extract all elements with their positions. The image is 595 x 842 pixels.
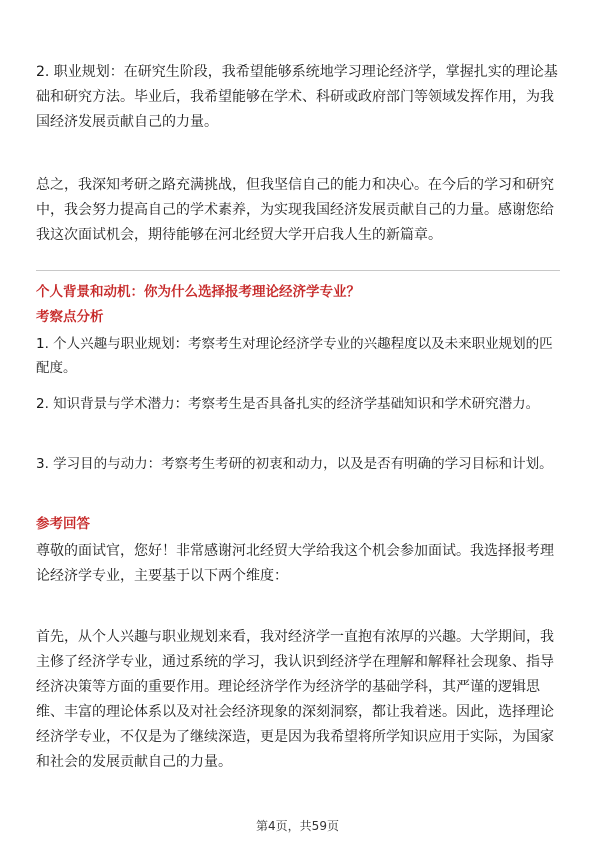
section-divider xyxy=(36,270,560,271)
analysis-item-2: 2. 知识背景与学术潜力：考察考生是否具备扎实的经济学基础知识和学术研究潜力。 xyxy=(36,396,540,412)
summary-paragraph: 总之，我深知考研之路充满挑战，但我坚信自己的能力和决心。在今后的学习和研究中，我会努力提高自己的学术素养，为实现我国经济发展贡献自己的力量。感谢您给我这次面试机会，期待能够在河北经贸大学开启我人生的新篇章。 xyxy=(36,177,554,243)
career-plan-paragraph: 2. 职业规划：在研究生阶段，我希望能够系统地学习理论经济学，掌握扎实的理论基础和研究方法。毕业后，我希望能够在学术、科研或政府部门等领域发挥作用，为我国经济发展贡献自己的力量。 xyxy=(36,64,558,130)
analysis-item-1: 1. 个人兴趣与职业规划：考察考生对理论经济学专业的兴趣程度以及未来职业规划的匹配度。 xyxy=(36,336,553,376)
answer-paragraph-2: 首先，从个人兴趣与职业规划来看，我对经济学一直抱有浓厚的兴趣。大学期间，我主修了经济学专业，通过系统的学习，我认识到经济学在理解和解释社会现象、指导经济决策等方面的重要作用。理论经济学作为经济学的基础学科，其严谨的逻辑思维、丰富的理论体系以及对社会经济现象的深刻洞察，都让我着迷。因此，选择理论经济学专业，不仅是为了继续深造，更是因为我希望将所学知识应用于实际，为国家和社会的发展贡献自己的力量。 xyxy=(36,629,554,770)
page-footer: 第4页，共59页 xyxy=(256,819,339,833)
answer-paragraph-1: 尊敬的面试官，您好！非常感谢河北经贸大学给我这个机会参加面试。我选择报考理论经济学专业，主要基于以下两个维度： xyxy=(36,543,554,584)
question-title: 个人背景和动机：你为什么选择报考理论经济学专业？ xyxy=(36,284,360,300)
analysis-item-3: 3. 学习目的与动力：考察考生考研的初衷和动力，以及是否有明确的学习目标和计划。 xyxy=(36,456,553,472)
answer-heading: 参考回答 xyxy=(36,516,90,532)
analysis-heading: 考察点分析 xyxy=(36,309,104,325)
